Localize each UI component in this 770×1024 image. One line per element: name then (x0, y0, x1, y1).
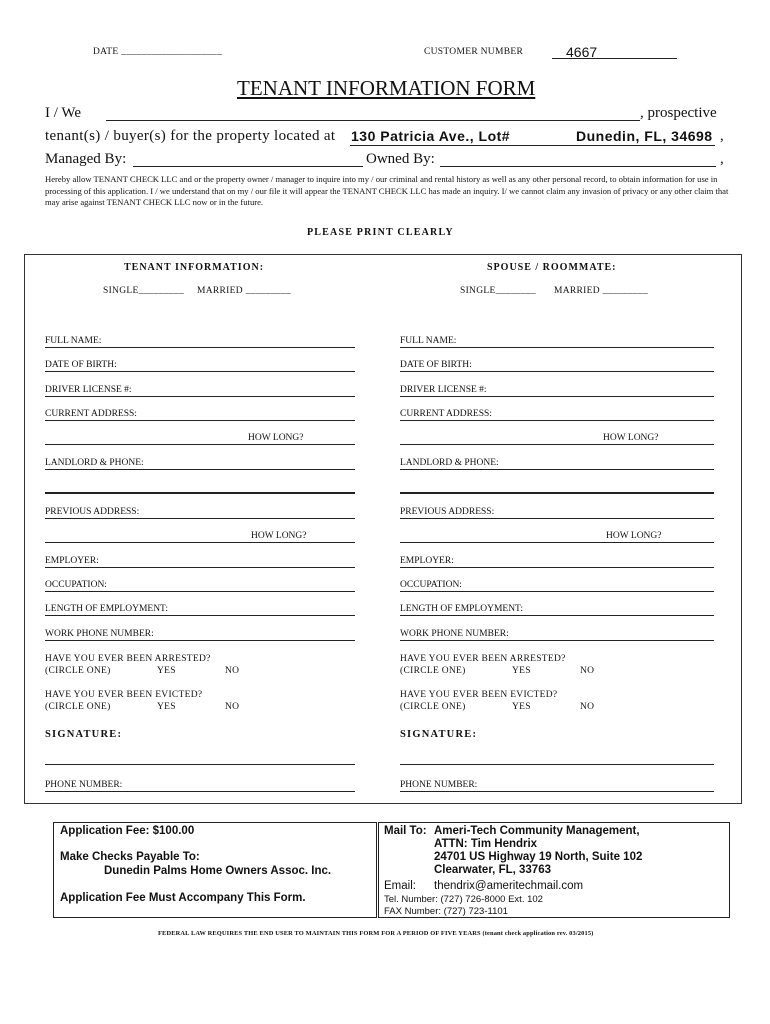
tenant-evicted-question: HAVE YOU EVER BEEN EVICTED? (45, 690, 203, 700)
tenant-license[interactable]: DRIVER LICENSE #: (45, 382, 355, 397)
spouse-evicted-no[interactable]: NO (580, 702, 595, 712)
spouse-current-how-long[interactable]: HOW LONG? (400, 430, 714, 445)
tenant-signature-field[interactable] (45, 764, 355, 765)
spouse-current-address[interactable]: CURRENT ADDRESS: (400, 406, 714, 421)
spouse-previous-how-long[interactable]: HOW LONG? (400, 528, 714, 543)
tenant-phone-number[interactable]: PHONE NUMBER: (45, 777, 355, 792)
tenant-arrested-yes[interactable]: YES (157, 666, 176, 676)
tenant-full-name[interactable]: FULL NAME: (45, 333, 355, 348)
spouse-occupation[interactable]: OCCUPATION: (400, 577, 714, 592)
mail-tel: Tel. Number: (727) 726-8000 Ext. 102 (384, 894, 543, 905)
spouse-evicted-question: HAVE YOU EVER BEEN EVICTED? (400, 690, 558, 700)
spouse-length-employment[interactable]: LENGTH OF EMPLOYMENT: (400, 601, 714, 616)
mail-email-link[interactable]: thendrix@ameritechmail.com (434, 880, 584, 892)
tenant-married[interactable]: MARRIED _________ (197, 286, 292, 296)
spouse-landlord[interactable]: LANDLORD & PHONE: (400, 455, 714, 470)
tenant-previous-address[interactable]: PREVIOUS ADDRESS: (45, 504, 355, 519)
mail-fax: FAX Number: (727) 723-1101 (384, 906, 508, 917)
tenant-arrested-no[interactable]: NO (225, 666, 240, 676)
tenant-occupation[interactable]: OCCUPATION: (45, 577, 355, 592)
tenant-single[interactable]: SINGLE_________ (103, 286, 185, 296)
prospective-label: , prospective (640, 105, 717, 121)
tenant-previous-how-long[interactable]: HOW LONG? (45, 528, 355, 543)
spouse-employer[interactable]: EMPLOYER: (400, 553, 714, 568)
spouse-signature-label: SIGNATURE: (400, 729, 478, 740)
mail-city: Clearwater, FL, 33763 (434, 864, 551, 876)
tenants-text: tenant(s) / buyer(s) for the property located at (45, 128, 336, 144)
spouse-phone-number[interactable]: PHONE NUMBER: (400, 777, 714, 792)
spouse-arrested-circle: (CIRCLE ONE) (400, 666, 466, 676)
tenant-length-employment[interactable]: LENGTH OF EMPLOYMENT: (45, 601, 355, 616)
tenant-arrested-circle: (CIRCLE ONE) (45, 666, 111, 676)
property-city: Dunedin, FL, 34698 (576, 128, 713, 144)
tenant-evicted-yes[interactable]: YES (157, 702, 176, 712)
tenant-signature-label: SIGNATURE: (45, 729, 123, 740)
tenant-employer[interactable]: EMPLOYER: (45, 553, 355, 568)
mail-email-label: Email: (384, 880, 416, 892)
footer-notice: FEDERAL LAW REQUIRES THE END USER TO MAINTAIN THIS FORM FOR A PERIOD OF FIVE YEARS (tenant check application rev. 03/2015) (158, 930, 594, 937)
spouse-heading: SPOUSE / ROOMMATE: (487, 262, 617, 273)
comma-2: , (720, 151, 724, 167)
please-print-clearly: PLEASE PRINT CLEARLY (307, 227, 454, 238)
spouse-single[interactable]: SINGLE________ (460, 286, 536, 296)
property-address: 130 Patricia Ave., Lot# (351, 128, 511, 144)
spouse-arrested-question: HAVE YOU EVER BEEN ARRESTED? (400, 654, 566, 664)
mail-street: 24701 US Highway 19 North, Suite 102 (434, 851, 643, 863)
fee-must-accompany: Application Fee Must Accompany This Form. (60, 892, 306, 904)
spouse-full-name[interactable]: FULL NAME: (400, 333, 714, 348)
spouse-work-phone[interactable]: WORK PHONE NUMBER: (400, 626, 714, 641)
checks-payee: Dunedin Palms Home Owners Assoc. Inc. (104, 865, 332, 877)
customer-number-label: CUSTOMER NUMBER (424, 47, 524, 57)
tenant-dob[interactable]: DATE OF BIRTH: (45, 357, 355, 372)
tenant-arrested-question: HAVE YOU EVER BEEN ARRESTED? (45, 654, 211, 664)
mail-to-label: Mail To: (384, 825, 427, 837)
consent-paragraph: Hereby allow TENANT CHECK LLC and or the property owner / manager to inquire into my / our criminal and rental history as well as any other personal record, to obtain information for use in processing of this application. I / we understand that on my / our file it will appear the TENANT CHECK LLC has made an inquiry. I/ we cannot claim any invasion of privacy or any other claim that may arise against TENANT CHECK LLC now or in the future. (45, 174, 729, 207)
i-we-name-field[interactable] (106, 120, 640, 121)
tenant-current-address[interactable]: CURRENT ADDRESS: (45, 406, 355, 421)
form-title: TENANT INFORMATION FORM (237, 76, 536, 100)
application-fee: Application Fee: $100.00 (60, 825, 195, 837)
checks-payable-label: Make Checks Payable To: (60, 851, 200, 863)
spouse-dob[interactable]: DATE OF BIRTH: (400, 357, 714, 372)
spouse-evicted-yes[interactable]: YES (512, 702, 531, 712)
tenant-landlord-extra[interactable] (45, 492, 355, 494)
tenant-landlord[interactable]: LANDLORD & PHONE: (45, 455, 355, 470)
spouse-license[interactable]: DRIVER LICENSE #: (400, 382, 714, 397)
managed-by-field[interactable] (133, 166, 363, 167)
mail-company: Ameri-Tech Community Management, (434, 825, 640, 837)
date-label: DATE ____________________ (93, 47, 223, 57)
managed-by-label: Managed By: (45, 151, 127, 167)
tenant-evicted-circle: (CIRCLE ONE) (45, 702, 111, 712)
property-field[interactable] (350, 145, 715, 146)
spouse-signature-field[interactable] (400, 764, 714, 765)
spouse-evicted-circle: (CIRCLE ONE) (400, 702, 466, 712)
spouse-previous-address[interactable]: PREVIOUS ADDRESS: (400, 504, 714, 519)
tenant-heading: TENANT INFORMATION: (124, 262, 265, 273)
spouse-arrested-no[interactable]: NO (580, 666, 595, 676)
spouse-landlord-extra[interactable] (400, 492, 714, 494)
comma: , (720, 128, 724, 144)
tenant-current-how-long[interactable]: HOW LONG? (45, 430, 355, 445)
mail-attn: ATTN: Tim Hendrix (434, 838, 538, 850)
customer-number-value: 4667 (566, 44, 598, 60)
spouse-married[interactable]: MARRIED _________ (554, 286, 649, 296)
tenant-evicted-no[interactable]: NO (225, 702, 240, 712)
spouse-arrested-yes[interactable]: YES (512, 666, 531, 676)
tenant-work-phone[interactable]: WORK PHONE NUMBER: (45, 626, 355, 641)
owned-by-field[interactable] (440, 166, 716, 167)
i-we-label: I / We (45, 105, 82, 121)
owned-by-label: Owned By: (366, 151, 435, 167)
